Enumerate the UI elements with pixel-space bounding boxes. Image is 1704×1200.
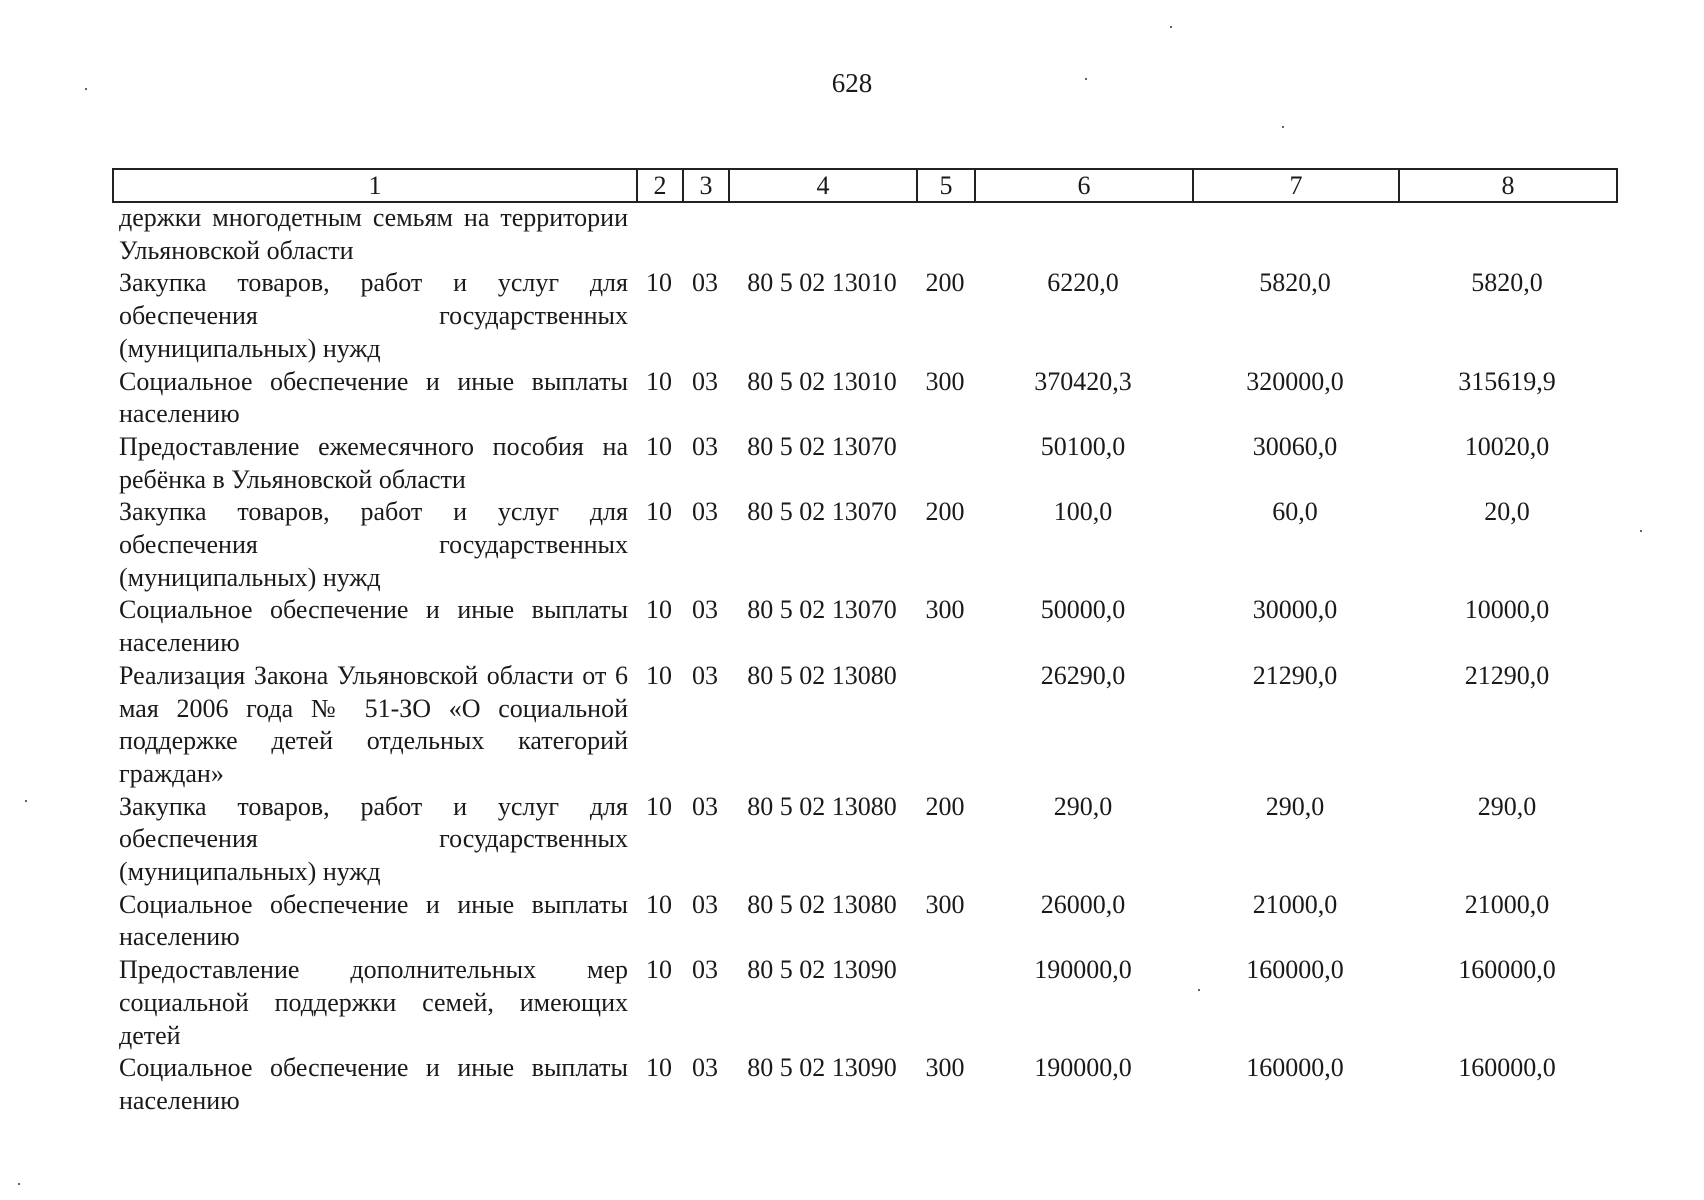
table-row — [112, 954, 1616, 1052]
cell-c3: 03 — [692, 791, 718, 821]
cell-c8: 21000,0 — [1464, 889, 1550, 919]
cell-c5 — [916, 202, 974, 267]
cell-c8: 20,0 — [1484, 497, 1530, 527]
cell-c8 — [1398, 202, 1616, 267]
scan-speck — [25, 800, 27, 802]
table-row — [112, 496, 1616, 594]
table-row — [112, 202, 1616, 267]
cell-c6: 26290,0 — [1040, 660, 1126, 690]
scan-speck — [85, 88, 87, 90]
cell-c3: 03 — [692, 497, 718, 527]
cell-c2 — [636, 202, 682, 267]
cell-c7: 21000,0 — [1252, 889, 1338, 919]
cell-c7 — [1192, 202, 1398, 267]
row-description: Социальное обеспечение и иные выплаты населению — [119, 366, 628, 429]
cell-c7: 290,0 — [1265, 791, 1325, 821]
cell-c3: 03 — [692, 366, 718, 396]
cell-c4: 80 5 02 13090 — [747, 955, 897, 985]
page-number: 628 — [831, 68, 873, 98]
scan-speck — [1085, 78, 1087, 80]
column-header: 5 — [917, 169, 975, 202]
cell-c6 — [974, 202, 1192, 267]
cell-c7: 30000,0 — [1252, 595, 1338, 625]
cell-c2: 10 — [646, 889, 672, 919]
column-header: 6 — [975, 169, 1193, 202]
cell-c3: 03 — [692, 1053, 718, 1083]
table-row — [112, 791, 1616, 889]
column-header-row — [113, 169, 1617, 202]
scan-speck — [1282, 126, 1284, 128]
row-description: Социальное обеспечение и иные выплаты населению — [119, 595, 628, 658]
cell-c5: 300 — [925, 595, 965, 625]
cell-c4: 80 5 02 13070 — [747, 595, 897, 625]
row-description: Закупка товаров, работ и услуг для обеспечения государственных (муниципальных) нужд — [119, 497, 628, 592]
cell-c2: 10 — [646, 366, 672, 396]
cell-c2: 10 — [646, 791, 672, 821]
row-description: Предоставление ежемесячного пособия на ребёнка в Ульяновской области — [119, 431, 628, 494]
cell-c4: 80 5 02 13080 — [747, 660, 897, 690]
cell-c7: 5820,0 — [1259, 268, 1331, 298]
table-row — [112, 594, 1616, 659]
cell-c8: 290,0 — [1477, 791, 1537, 821]
row-description: Реализация Закона Ульяновской области от 6 мая 2006 года № 51-ЗО «О социальной поддержке детей отдельных категорий граждан» — [119, 660, 628, 788]
cell-c3: 03 — [692, 431, 718, 461]
scan-speck — [1170, 26, 1172, 28]
row-description: держки многодетным семьям на территории Ульяновской области — [119, 203, 628, 265]
cell-c6: 370420,3 — [1034, 366, 1132, 396]
column-header: 2 — [637, 169, 683, 202]
cell-c4 — [728, 202, 916, 267]
cell-c5 — [916, 954, 974, 1052]
cell-c8: 315619,9 — [1458, 366, 1556, 396]
cell-c6: 26000,0 — [1040, 889, 1126, 919]
cell-c8: 10020,0 — [1464, 431, 1550, 461]
column-header: 1 — [113, 169, 637, 202]
cell-c4: 80 5 02 13080 — [747, 791, 897, 821]
cell-c6: 290,0 — [1053, 791, 1113, 821]
cell-c8: 21290,0 — [1464, 660, 1550, 690]
cell-c7: 60,0 — [1272, 497, 1318, 527]
table-row — [112, 267, 1616, 365]
cell-c2: 10 — [646, 431, 672, 461]
cell-c7: 21290,0 — [1252, 660, 1338, 690]
cell-c2: 10 — [646, 595, 672, 625]
cell-c8: 160000,0 — [1458, 955, 1556, 985]
cell-c2: 10 — [646, 497, 672, 527]
cell-c4: 80 5 02 13070 — [747, 431, 897, 461]
table-row — [112, 660, 1616, 791]
row-description: Закупка товаров, работ и услуг для обеспечения государственных (муниципальных) нужд — [119, 268, 628, 363]
column-header: 7 — [1193, 169, 1399, 202]
cell-c3 — [682, 202, 728, 267]
cell-c4: 80 5 02 13010 — [747, 268, 897, 298]
cell-c8: 10000,0 — [1464, 595, 1550, 625]
cell-c3: 03 — [692, 955, 718, 985]
cell-c6: 100,0 — [1053, 497, 1113, 527]
row-description: Социальное обеспечение и иные выплаты населению — [119, 1053, 628, 1115]
column-header: 4 — [729, 169, 917, 202]
cell-c5: 300 — [925, 889, 965, 919]
table-row — [112, 366, 1616, 431]
cell-c4: 80 5 02 13090 — [747, 1053, 897, 1083]
scan-speck — [1198, 989, 1200, 991]
table-row — [112, 431, 1616, 496]
cell-c5 — [916, 431, 974, 496]
scan-speck — [1640, 530, 1642, 532]
cell-c4: 80 5 02 13080 — [747, 889, 897, 919]
cell-c7: 320000,0 — [1246, 366, 1344, 396]
row-description: Предоставление дополнительных мер социальной поддержки семей, имеющих детей — [119, 955, 628, 1050]
cell-c3: 03 — [692, 268, 718, 298]
cell-c2: 10 — [646, 955, 672, 985]
cell-c5: 200 — [925, 268, 965, 298]
cell-c6: 6220,0 — [1047, 268, 1119, 298]
cell-c6: 190000,0 — [1034, 955, 1132, 985]
budget-table — [112, 202, 1616, 1118]
cell-c7: 30060,0 — [1252, 431, 1338, 461]
cell-c2: 10 — [646, 1053, 672, 1083]
cell-c5: 200 — [925, 791, 965, 821]
cell-c5 — [916, 660, 974, 791]
column-header: 8 — [1399, 169, 1617, 202]
cell-c6: 190000,0 — [1034, 1053, 1132, 1083]
cell-c8: 160000,0 — [1458, 1053, 1556, 1083]
cell-c6: 50000,0 — [1040, 595, 1126, 625]
row-description: Закупка товаров, работ и услуг для обеспечения государственных (муниципальных) нужд — [119, 791, 628, 887]
column-header-table — [112, 168, 1618, 203]
cell-c5: 200 — [925, 497, 965, 527]
cell-c3: 03 — [692, 889, 718, 919]
column-header: 3 — [683, 169, 729, 202]
cell-c5: 300 — [925, 1053, 965, 1083]
cell-c7: 160000,0 — [1246, 1053, 1344, 1083]
cell-c2: 10 — [646, 268, 672, 298]
row-description: Социальное обеспечение и иные выплаты населению — [119, 889, 628, 952]
cell-c5: 300 — [925, 366, 965, 396]
cell-c6: 50100,0 — [1040, 431, 1126, 461]
table-row — [112, 1052, 1616, 1117]
cell-c3: 03 — [692, 595, 718, 625]
cell-c4: 80 5 02 13010 — [747, 366, 897, 396]
cell-c4: 80 5 02 13070 — [747, 497, 897, 527]
cell-c7: 160000,0 — [1246, 955, 1344, 985]
scan-speck — [18, 1183, 20, 1185]
cell-c2: 10 — [646, 660, 672, 690]
cell-c8: 5820,0 — [1471, 268, 1543, 298]
table-row — [112, 889, 1616, 954]
cell-c3: 03 — [692, 660, 718, 690]
